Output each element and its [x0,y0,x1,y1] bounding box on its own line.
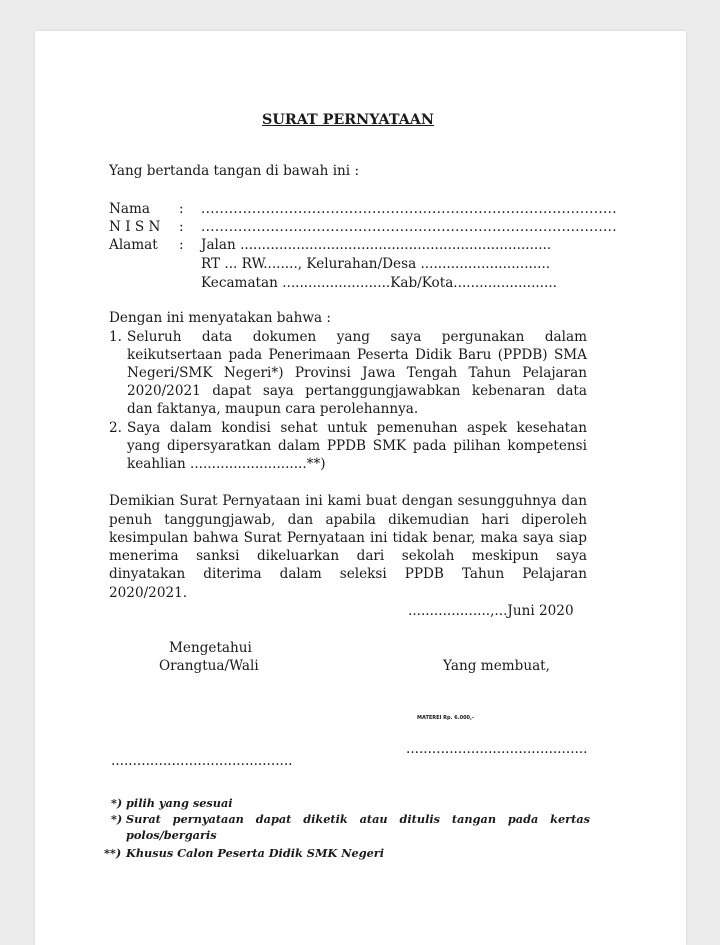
point-2-line: Saya dalam kondisi sehat untuk pemenuhan aspek kesehatan [127,420,587,436]
signature-right-label: Yang membuat, [443,658,550,674]
field-label-nisn: N I S N [109,219,161,235]
signature-line-left: .......................................... [111,753,293,769]
closing-line: Demikian Surat Pernyataan ini kami buat dengan sesungguhnya dan [109,493,587,509]
field-value-nisn: .......................................................................................... [201,219,617,235]
point-1-line: 2020/2021 dapat saya pertanggungjawabkan kebenaran data [127,383,587,399]
field-value-alamat-rt-rw: RT ... RW........, Kelurahan/Desa .............................. [201,256,551,272]
field-value-alamat-jalan: Jalan ........................................................................ [201,237,552,253]
closing-line: dinyatakan diterima dalam seleksi PPDB Tahun Pelajaran [109,566,587,582]
intro-text: Yang bertanda tangan di bawah ini : [109,163,360,179]
closing-line: penuh tanggungjawab, dan apabila dikemudian hari diperoleh [109,512,587,528]
point-2-line: yang dipersyaratkan dalam PPDB SMK pada pilihan kompetensi [127,438,587,454]
footnote-mark: *) [111,796,123,810]
point-number: 1. [109,329,122,345]
point-1-line: Negeri/SMK Negeri*) Provinsi Jawa Tengah Tahun Pelajaran [127,365,587,381]
closing-line: kesimpulan bahwa Surat Pernyataan ini tidak benar, maka saya siap [109,530,587,546]
date-line: ...................,...Juni 2020 [408,603,574,619]
point-1-line: dan faktanya, maupun cara perolehannya. [127,401,419,417]
document-title: SURAT PERNYATAAN [262,112,434,128]
footnote-mark: *) [111,812,123,826]
footnote-text: pilih yang sesuai [126,796,233,810]
materai-label: MATEREI Rp. 6.000,- [417,715,475,721]
statement-intro: Dengan ini menyatakan bahwa : [109,310,332,326]
footnote-text: Surat pernyataan dapat diketik atau ditulis tangan pada kertas [126,812,590,826]
field-colon: : [179,219,184,235]
field-colon: : [179,237,184,253]
signature-line-right: .......................................... [406,741,588,757]
signature-left-role: Orangtua/Wali [159,658,259,674]
field-value-alamat-kecamatan: Kecamatan .........................Kab/Kota........................ [201,275,558,291]
point-2-line: keahlian ...........................**) [127,456,326,472]
field-label-alamat: Alamat [109,237,158,253]
field-colon: : [179,201,184,217]
footnote-text: Khusus Calon Peserta Didik SMK Negeri [126,846,385,860]
signature-left-heading: Mengetahui [169,640,252,656]
closing-line: 2020/2021. [109,585,188,601]
closing-line: menerima sanksi dikeluarkan dari sekolah meskipun saya [109,548,587,564]
point-1-line: keikutsertaan pada Penerimaan Peserta Didik Baru (PPDB) SMA [127,347,587,363]
field-value-nama: .......................................................................................... [201,201,617,217]
footnote-text-continued: polos/bergaris [126,828,217,842]
point-number: 2. [109,420,122,436]
point-1-line: Seluruh data dokumen yang saya pergunakan dalam [127,329,587,345]
footnote-mark: **) [104,846,122,860]
field-label-nama: Nama [109,201,150,217]
